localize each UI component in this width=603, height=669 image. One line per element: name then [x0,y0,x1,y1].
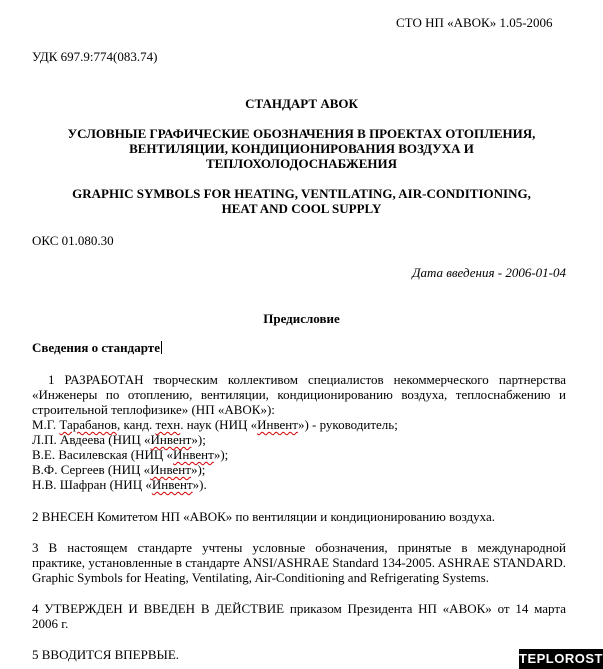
preface-heading: Предисловие [263,311,340,326]
spellcheck-word: Инвент [257,417,298,432]
item3-line2: практике, установленные в стандарте ANSI/ASHRAE Standard 134-2005. ASHRAE STANDARD. [32,555,566,570]
watermark-logo: TEPLOROST [519,649,603,669]
title-ru-line2: ВЕНТИЛЯЦИИ, КОНДИЦИОНИРОВАНИЯ ВОЗДУХА И [129,141,474,156]
intro-date: Дата введения - 2006-01-04 [412,265,566,280]
title-ru-line1: УСЛОВНЫЕ ГРАФИЧЕСКИЕ ОБОЗНАЧЕНИЯ В ПРОЕКТАХ ОТОПЛЕНИЯ, [67,126,536,141]
text-cursor [161,341,162,354]
title-en-line2: HEAT AND COOL SUPPLY [221,201,382,216]
item1-line3: строительной теплофизике» (НП «АВОК»): [32,402,275,417]
item4-line1: 4 УТВЕРЖДЕН И ВВЕДЕН В ДЕЙСТВИЕ приказом Президента НП «АВОК» от 14 марта [32,601,566,616]
item3-line1: 3 В настоящем стандарте учтены условные обозначения, принятые в международной [32,540,566,555]
item1-line1: 1 РАЗРАБОТАН творческим коллективом специалистов некоммерческого партнерства [48,372,566,387]
standard-kind: СТАНДАРТ АВОК [245,96,358,111]
author-line: В.Ф. Сергеев (НИЦ «Инвент»); [32,462,206,477]
preface-subheading-text: Сведения о стандарте [32,340,160,355]
spellcheck-word: Инвент [150,432,192,447]
item3-line3: Graphic Symbols for Heating, Ventilating, Air-Conditioning and Refrigerating Systems. [32,570,489,585]
standard-code: СТО НП «АВОК» 1.05-2006 [396,15,553,30]
spellcheck-word: Инвент [172,447,214,462]
item1-line2: «Инженеры по отоплению, вентиляции, кондиционированию воздуха, теплоснабжению и [32,387,566,402]
author-line: В.Е. Василевская (НИЦ «Инвент»); [32,447,229,462]
author-line: Л.П. Авдеева (НИЦ «Инвент»); [32,432,206,447]
item5: 5 ВВОДИТСЯ ВПЕРВЫЕ. [32,647,180,662]
title-ru-line3: ТЕПЛОХОЛОДОСНАБЖЕНИЯ [205,156,398,171]
spellcheck-word: Инвент [151,477,193,492]
spellcheck-word: Инвент [150,462,191,477]
author-line: Н.В. Шафран (НИЦ «Инвент»). [32,477,207,492]
author-line: М.Г. Тарабанов, канд. техн. наук (НИЦ «Инвент») - руководитель; [32,417,398,432]
preface-subheading[interactable] [32,340,162,355]
item4-line2: 2006 г. [32,616,69,631]
oks-code: ОКС 01.080.30 [32,233,114,248]
udk-code: УДК 697.9:774(083.74) [32,49,158,64]
item2: 2 ВНЕСЕН Комитетом НП «АВОК» по вентиляции и кондиционированию воздуха. [32,509,496,524]
spellcheck-word: Тарабанов [59,417,117,432]
title-en-line1: GRAPHIC SYMBOLS FOR HEATING, VENTILATING, AIR-CONDITIONING, [72,186,531,201]
spellcheck-word: техн [155,417,181,432]
